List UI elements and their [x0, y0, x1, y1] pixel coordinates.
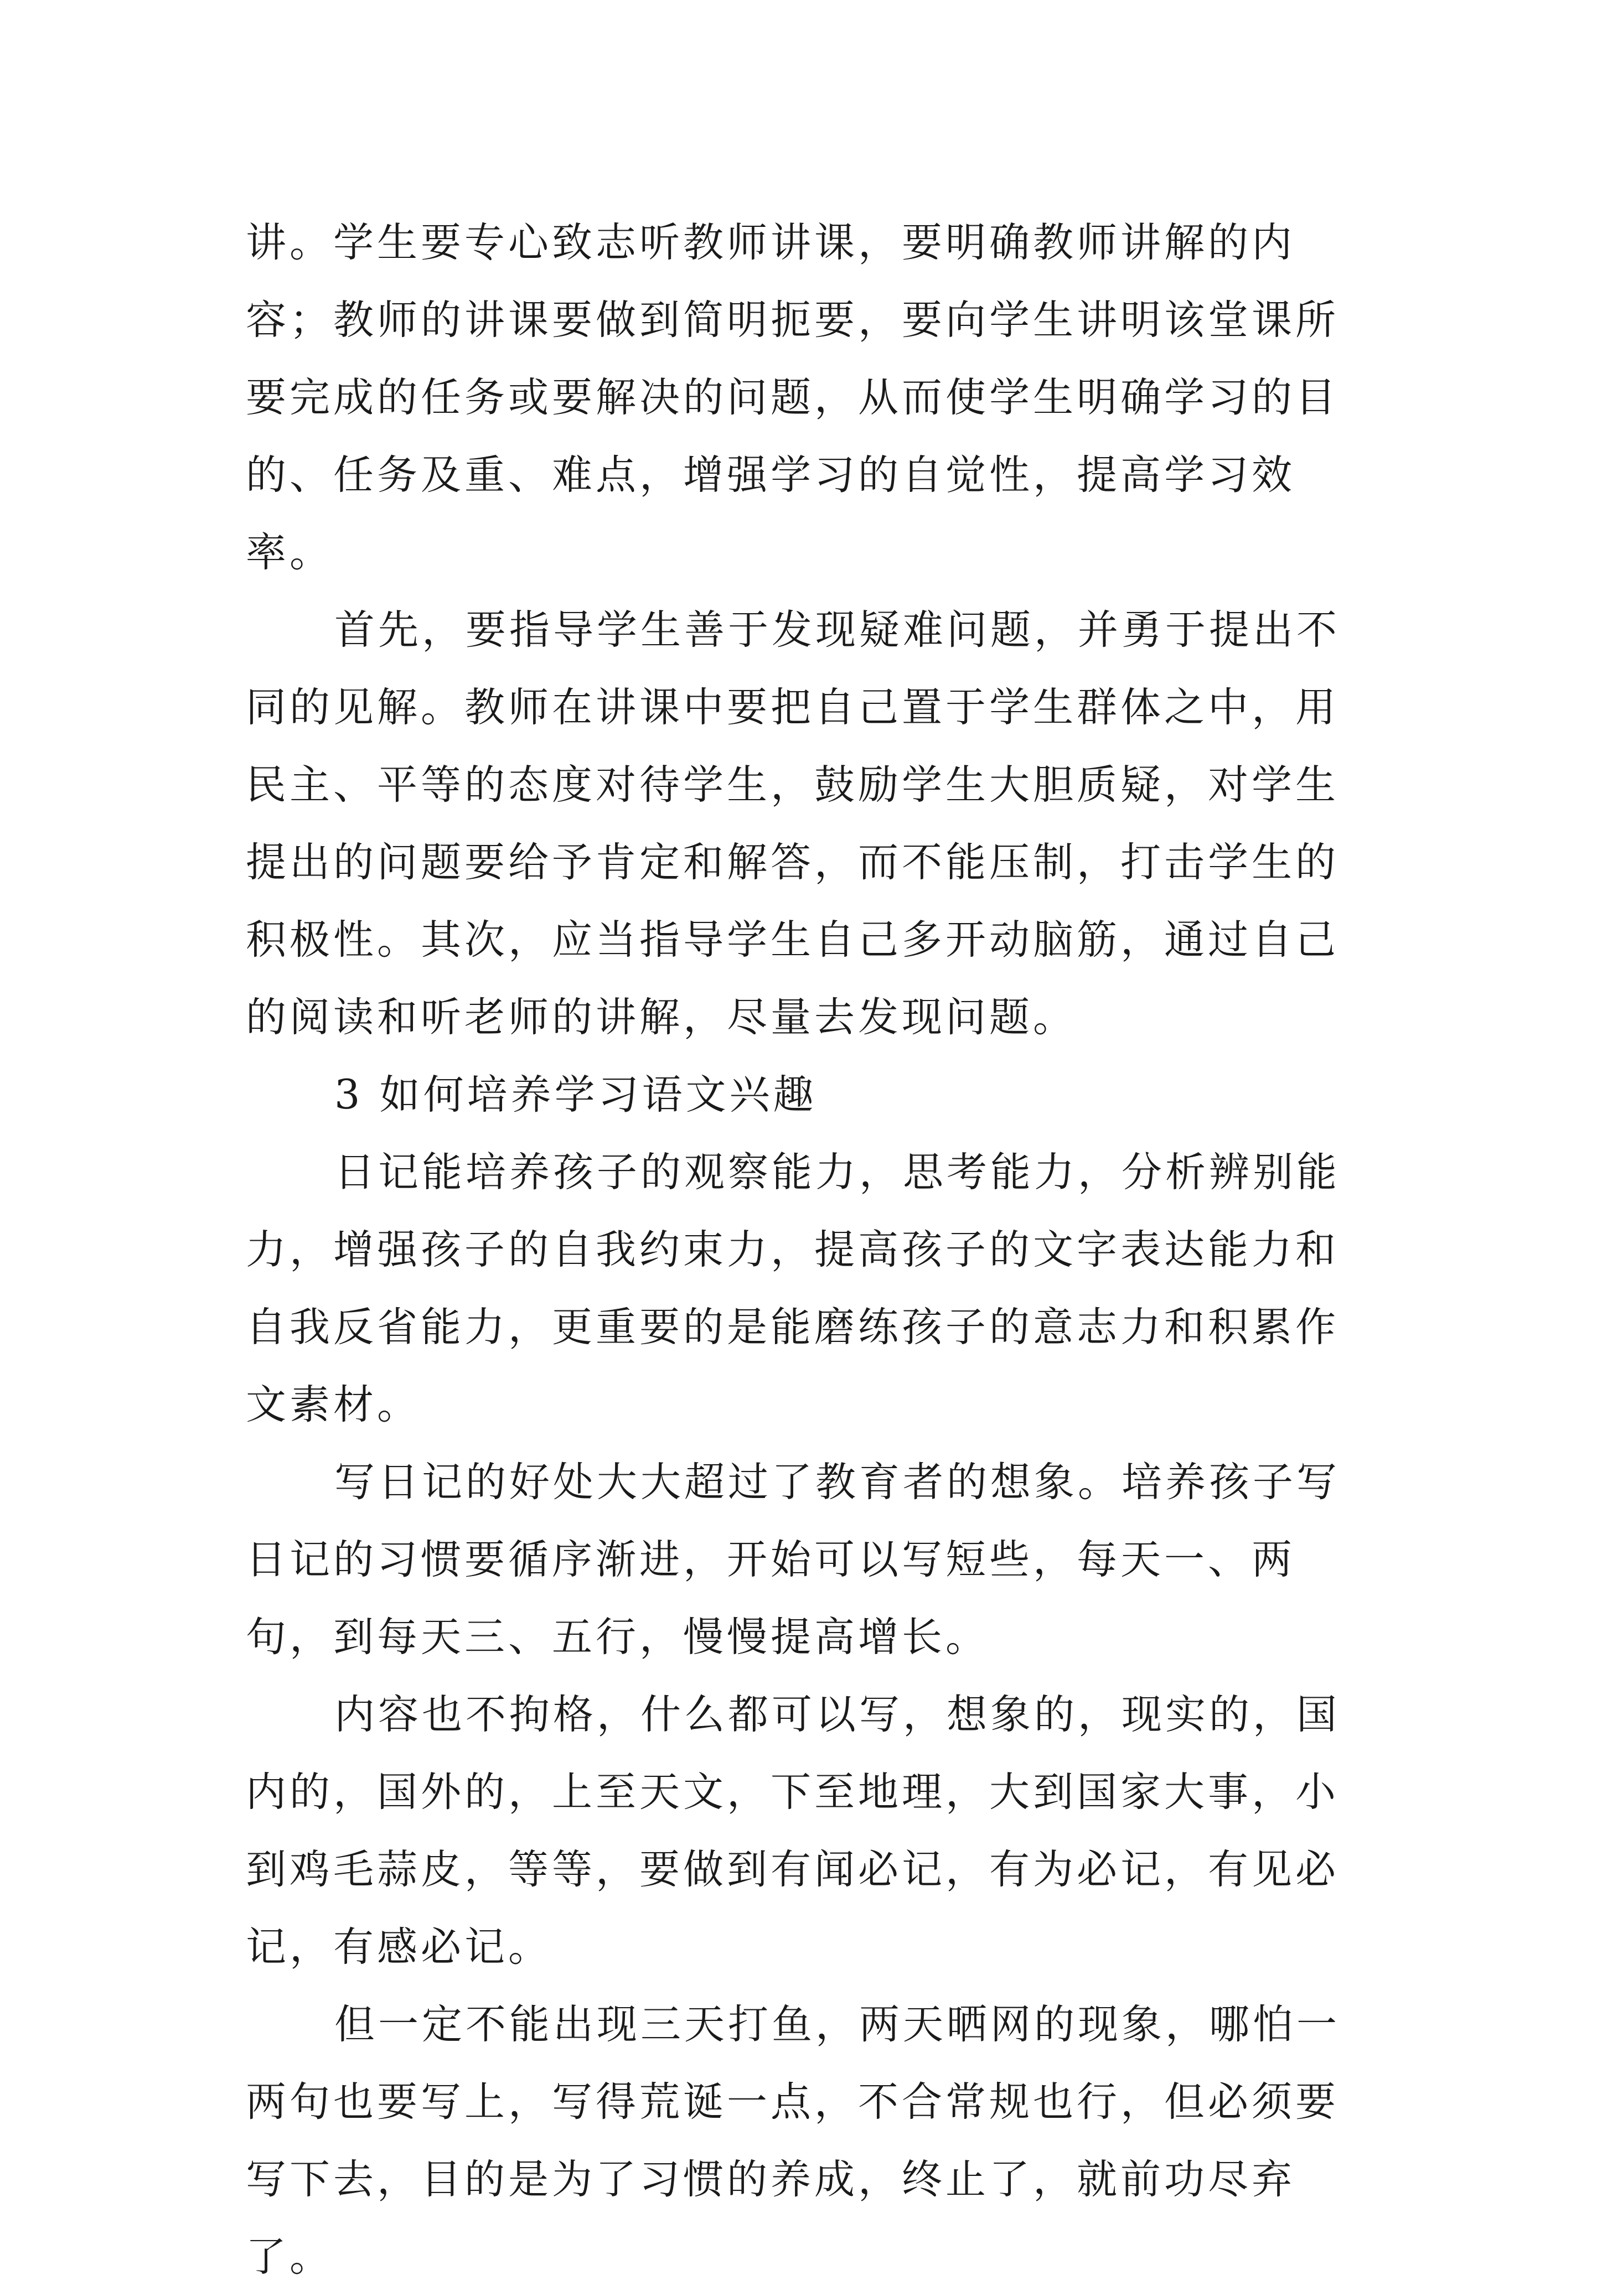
paragraph-first-guidance: 首先，要指导学生善于发现疑难问题，并勇于提出不同的见解。教师在讲课中要把自己置于学生群体之中，用民主、平等的态度对待学生，鼓励学生大胆质疑，对学生提出的问题要给予肯定和解答，而不能压制，打击学生的积极性。其次，应当指导学生自己多开动脑筋，通过自己的阅读和听老师的讲解，尽量去发现问题。 — [246, 607, 1340, 1041]
paragraph-diary-benefits: 日记能培养孩子的观察能力，思考能力，分析辨别能力，增强孩子的自我约束力，提高孩子的文字表达能力和自我反省能力，更重要的是能磨练孩子的意志力和积累作文素材。 — [246, 1149, 1340, 1428]
paragraph-diary-habit: 写日记的好处大大超过了教育者的想象。培养孩子写日记的习惯要循序渐进，开始可以写短些，每天一、两句，到每天三、五行，慢慢提高增长。 — [246, 1459, 1340, 1661]
document-body — [246, 204, 1375, 2296]
section-heading: 3 如何培养学习语文兴趣 — [334, 1071, 817, 1118]
paragraph-diary-content: 内容也不拘格，什么都可以写，想象的，现实的，国内的，国外的，上至天文，下至地理，大到国家大事，小到鸡毛蒜皮，等等，要做到有闻必记，有为必记，有见必记，有感必记。 — [246, 1691, 1340, 1971]
paragraph-continuation: 讲。学生要专心致志听教师讲课，要明确教师讲解的内容；教师的讲课要做到简明扼要，要向学生讲明该堂课所要完成的任务或要解决的问题，从而使学生明确学习的目的、任务及重、难点，增强学习的自觉性，提高学习效率。 — [246, 219, 1339, 576]
paragraph-diary-persistence: 但一定不能出现三天打鱼，两天晒网的现象，哪怕一两句也要写上，写得荒诞一点，不合常规也行，但必须要写下去，目的是为了习惯的养成，终止了，就前功尽弃了。 — [246, 2001, 1340, 2281]
